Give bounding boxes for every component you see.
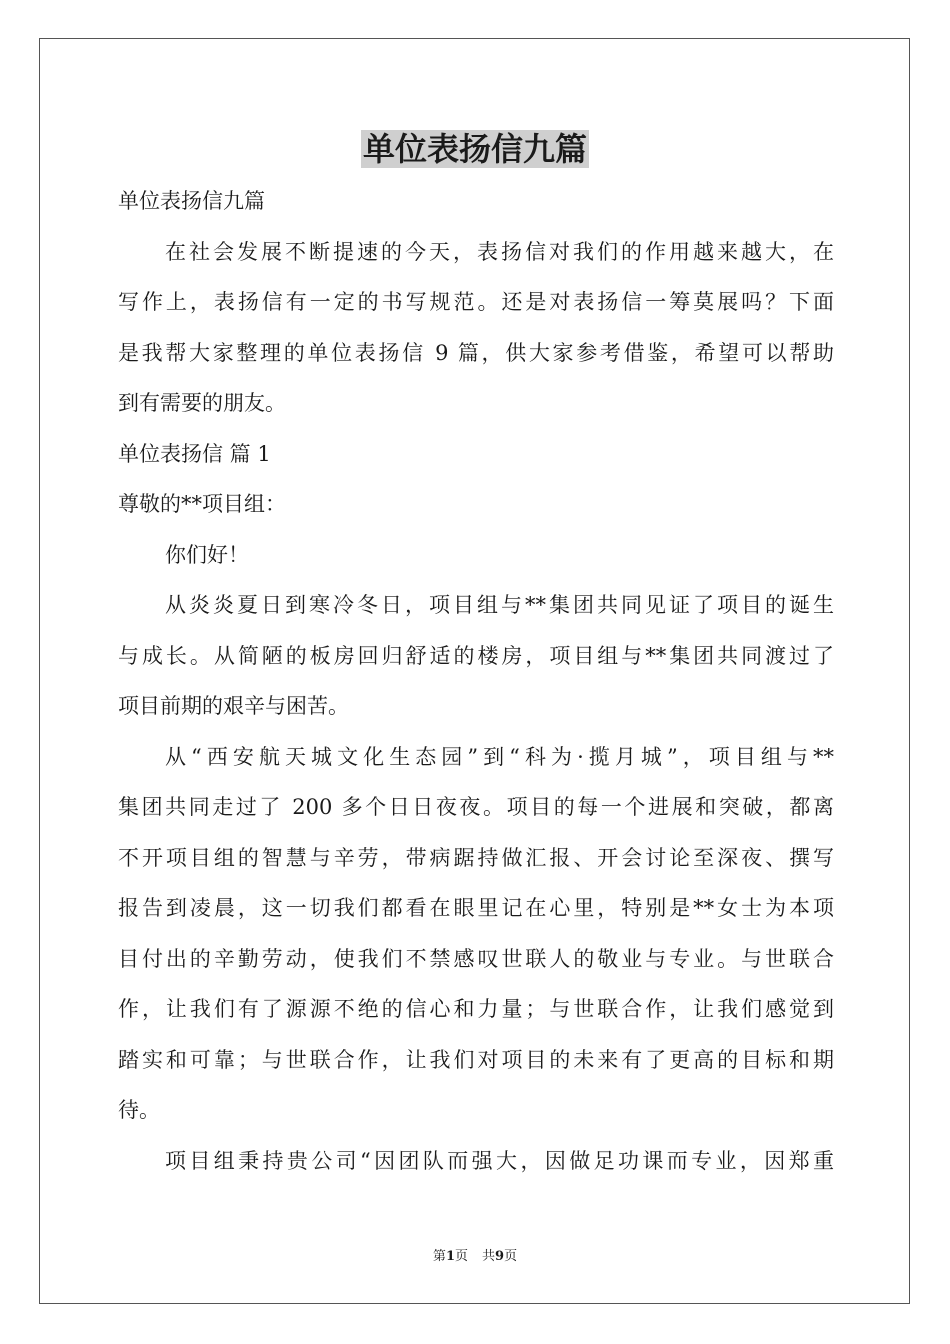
text-line: 项目组秉持贵公司“因团队而强大，因做足功课而专业，因郑重 xyxy=(165,1148,834,1173)
text-line: 尊敬的**项目组： xyxy=(118,492,286,516)
page-footer xyxy=(0,1248,950,1266)
footer-page-prefix: 第 xyxy=(432,1249,446,1264)
text-line: 在社会发展不断提速的今天，表扬信对我们的作用越来越大，在 xyxy=(165,239,834,264)
text-line: 目付出的辛勤劳动，使我们不禁感叹世联人的敬业与专业。与世联合 xyxy=(118,946,834,971)
text-line: 从炎炎夏日到寒冷冬日，项目组与**集团共同见证了项目的诞生 xyxy=(165,593,834,617)
footer-total-prefix: 共 xyxy=(482,1249,496,1264)
text-line: 作，让我们有了源源不绝的信心和力量；与世联合作，让我们感觉到 xyxy=(118,997,834,1021)
text-line: 待。 xyxy=(118,1098,160,1122)
document-title xyxy=(0,127,950,171)
footer-total-pages: 9 xyxy=(495,1249,505,1264)
document-title-text: 单位表扬信九篇 xyxy=(362,130,587,168)
text-line: 是我帮大家整理的单位表扬信 9 篇，供大家参考借鉴，希望可以帮助 xyxy=(118,340,834,365)
text-line: 集团共同走过了 200 多个日日夜夜。项目的每一个进展和突破，都离 xyxy=(118,795,834,819)
text-line: 不开项目组的智慧与辛劳，带病踞持做汇报、开会讨论至深夜、撰写 xyxy=(118,845,834,870)
text-line: 踏实和可靠；与世联合作，让我们对项目的未来有了更高的目标和期 xyxy=(118,1047,834,1072)
document-body xyxy=(118,176,834,1186)
text-line: 你们好！ xyxy=(165,542,249,567)
text-line: 单位表扬信九篇 xyxy=(118,189,265,213)
text-line: 到有需要的朋友。 xyxy=(118,391,286,415)
text-line: 与成长。从简陋的板房回归舒适的楼房，项目组与**集团共同渡过了 xyxy=(118,643,834,668)
text-line: 写作上，表扬信有一定的书写规范。还是对表扬信一筹莫展吗？下面 xyxy=(118,290,834,314)
text-line: 项目前期的艰辛与困苦。 xyxy=(118,694,349,718)
footer-page-unit: 页 xyxy=(454,1249,468,1264)
text-line: 单位表扬信 篇 1 xyxy=(118,441,271,466)
text-line: 从“西安航天城文化生态园”到“科为·揽月城”，项目组与** xyxy=(165,744,834,769)
footer-total-unit: 页 xyxy=(504,1249,518,1264)
text-line: 报告到凌晨，这一切我们都看在眼里记在心里，特别是**女士为本项 xyxy=(118,896,834,920)
footer-page-number: 1 xyxy=(445,1249,455,1264)
